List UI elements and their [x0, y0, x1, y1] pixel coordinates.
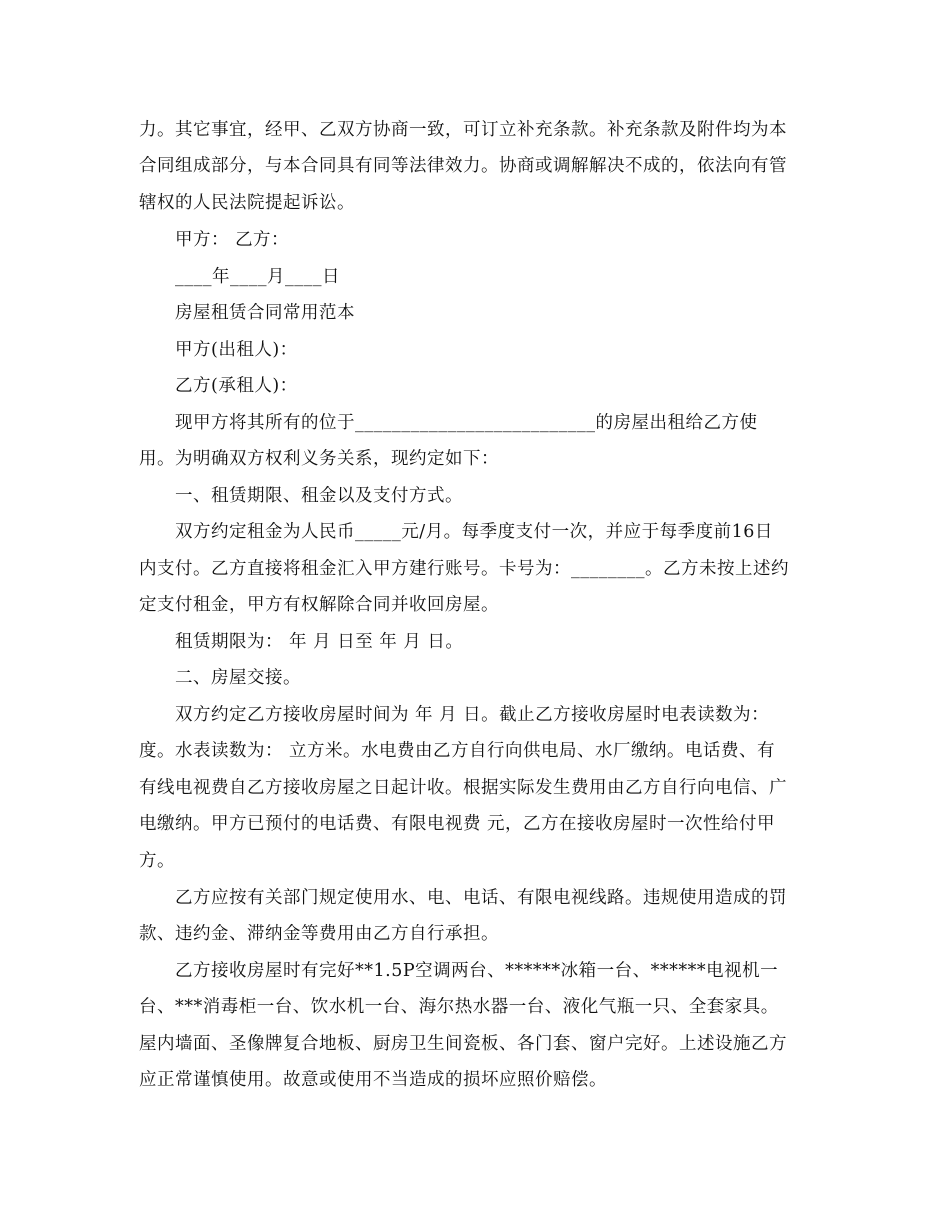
party-b-line: 乙方(承租人)： — [175, 376, 298, 396]
paragraph-line: 款、违约金、滞纳金等费用由乙方自行承担。 — [139, 924, 499, 944]
paragraph-line: 现甲方将其所有的位于__________________________的房屋出租给乙方使 — [175, 413, 758, 433]
clause-heading: 一、租赁期限、租金以及支付方式。 — [175, 486, 463, 506]
paragraph-line: 用。为明确双方权利义务关系，现约定如下： — [139, 449, 499, 469]
paragraph-line: 内支付。乙方直接将租金汇入甲方建行账号。卡号为：________。乙方未按上述约 — [139, 559, 789, 579]
section-title: 房屋租赁合同常用范本 — [175, 303, 355, 323]
paragraph-line: 有线电视费自乙方接收房屋之日起计收。根据实际发生费用由乙方自行向电信、广 — [139, 778, 787, 798]
party-a-line: 甲方(出租人)： — [175, 340, 298, 360]
paragraph-line: 辖权的人民法院提起诉讼。 — [139, 193, 355, 213]
clause-heading: 二、房屋交接。 — [175, 668, 301, 688]
paragraph-line: 双方约定租金为人民币_____元/月。每季度支付一次，并应于每季度前16日 — [175, 522, 773, 542]
paragraph-line: 乙方接收房屋时有完好**1.5P空调两台、******冰箱一台、******电视机一 — [175, 961, 779, 981]
paragraph-line: 屋内墙面、圣像牌复合地板、厨房卫生间瓷板、各门套、窗户完好。上述设施乙方 — [139, 1034, 787, 1054]
paragraph-line: 双方约定乙方接收房屋时间为 年 月 日。截止乙方接收房屋时电表读数为： — [175, 705, 770, 725]
paragraph-line: 台、***消毒柜一台、饮水机一台、海尔热水器一台、液化气瓶一只、全套家具。 — [139, 997, 779, 1017]
signature-parties-line: 甲方： 乙方： — [175, 230, 290, 250]
paragraph-line: 乙方应按有关部门规定使用水、电、电话、有限电视线路。违规使用造成的罚 — [175, 888, 787, 908]
paragraph-line: 租赁期限为： 年 月 日至 年 月 日。 — [175, 632, 464, 652]
paragraph-line: 力。其它事宜，经甲、乙双方协商一致，可订立补充条款。补充条款及附件均为本 — [139, 120, 787, 140]
paragraph-line: 合同组成部分，与本合同具有同等法律效力。协商或调解解决不成的，依法向有管 — [139, 156, 787, 176]
paragraph-line: 定支付租金，甲方有权解除合同并收回房屋。 — [139, 595, 499, 615]
paragraph-line: 电缴纳。甲方已预付的电话费、有限电视费 元，乙方在接收房屋时一次性给付甲 — [139, 814, 776, 834]
paragraph-line: 应正常谨慎使用。故意或使用不当造成的损坏应照价赔偿。 — [139, 1070, 607, 1090]
paragraph-line: 方。 — [139, 851, 175, 871]
paragraph-line: 度。水表读数为： 立方米。水电费由乙方自行向供电局、水厂缴纳。电话费、有 — [139, 741, 776, 761]
date-blank-line: ____年____月____日 — [175, 267, 340, 287]
